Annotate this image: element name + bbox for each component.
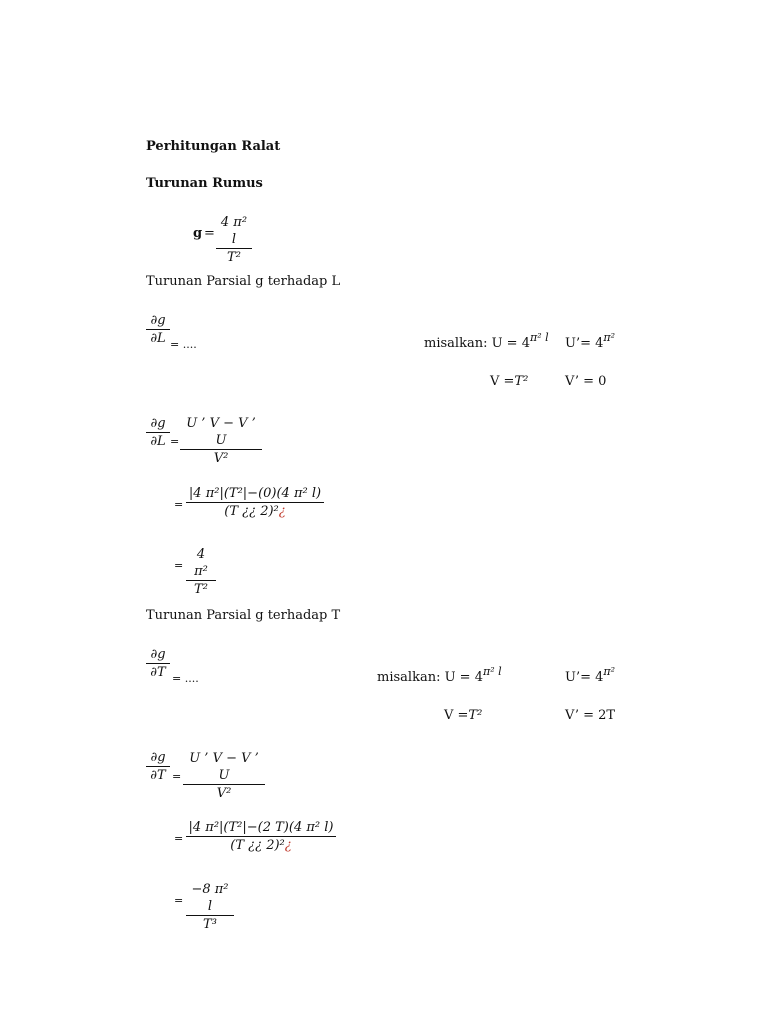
dg-dt-tail: = .... [172,672,199,685]
dg-dl-fraction [146,312,170,347]
equals-sign: = [174,559,184,572]
v-label: V = [490,374,515,389]
result-denominator: T³ [203,917,217,932]
v-value: T² [514,374,529,389]
v-label: V = [444,708,469,723]
result-numerator: −8 π² l [186,881,234,916]
step1-numerator: |4 π²|(T²|−(2 T)(4 π² l) [186,819,336,837]
dg-numerator: ∂g [146,415,170,433]
section-l-title: Turunan Parsial g terhadap L [146,274,341,289]
dt-denominator: ∂T [150,665,166,680]
u-prime-l [565,331,616,351]
formula-numerator: 4 π² l [216,214,252,249]
step1-denominator [186,503,324,520]
equals-sign: = [172,770,182,783]
step1-fraction-l [186,485,324,520]
quotient-denominator: V² [213,451,229,466]
step1-den-red: ¿ [278,504,286,519]
step1-fraction-t [186,819,336,854]
u-prime-label: U’= 4 [565,670,604,685]
dt-denominator: ∂T [150,768,166,783]
result-numerator: 4 π² [186,546,216,581]
formula-fraction [216,214,252,266]
quotient-denominator: V² [216,786,232,801]
v-def-l [490,374,528,389]
quotient-numerator: U ’ V − V ’ U [180,415,262,450]
substitution-label: misalkan: U = 4 [377,670,483,685]
dg-numerator: ∂g [146,312,170,330]
section-t-title: Turunan Parsial g terhadap T [146,608,341,623]
step1-den-red: ¿ [284,838,292,853]
formula-lhs: g [193,226,203,241]
equals-sign: = [170,435,180,448]
result-denominator: T² [194,582,208,597]
u-prime-t [565,665,616,685]
quotient-rule-fraction [180,415,262,467]
dg-dt-fraction [146,646,170,681]
dg-dt-fraction-2 [146,749,170,784]
dg-numerator: ∂g [146,749,170,767]
formula-denominator: T² [227,250,241,265]
substitution-u-t [377,665,502,685]
dl-denominator: ∂L [150,434,166,449]
section-heading: Turunan Rumus [146,176,263,191]
substitution-u-l [424,331,549,351]
v-prime-l: V’ = 0 [565,374,607,389]
v-value: T² [468,708,483,723]
dg-dl-fraction-2 [146,415,170,450]
u-prime-exponent: π² [603,331,616,344]
step1-numerator: |4 π²|(T²|−(0)(4 π² l) [186,485,324,503]
quotient-rule-fraction-t [183,750,265,802]
v-def-t [444,708,482,723]
dg-dl-tail: = .... [170,338,197,351]
step1-den-main: (T ¿¿ 2)² [230,838,285,853]
substitution-label: misalkan: U = 4 [424,336,530,351]
equals-sign: = [174,894,184,907]
equals-sign: = [174,832,184,845]
u-exponent: π² l [529,331,549,344]
page-title: Perhitungan Ralat [146,139,281,154]
result-fraction-t [186,881,234,933]
quotient-numerator: U ’ V − V ’ U [183,750,265,785]
v-prime-t: V’ = 2T [565,708,616,723]
step1-den-main: (T ¿¿ 2)² [224,504,279,519]
u-prime-exponent: π² [603,665,616,678]
formula-equals: = [204,226,215,241]
u-prime-label: U’= 4 [565,336,604,351]
dl-denominator: ∂L [150,331,166,346]
u-exponent: π² l [482,665,502,678]
dg-numerator: ∂g [146,646,170,664]
equals-sign: = [174,498,184,511]
step1-denominator [186,837,336,854]
result-fraction-l [186,546,216,598]
